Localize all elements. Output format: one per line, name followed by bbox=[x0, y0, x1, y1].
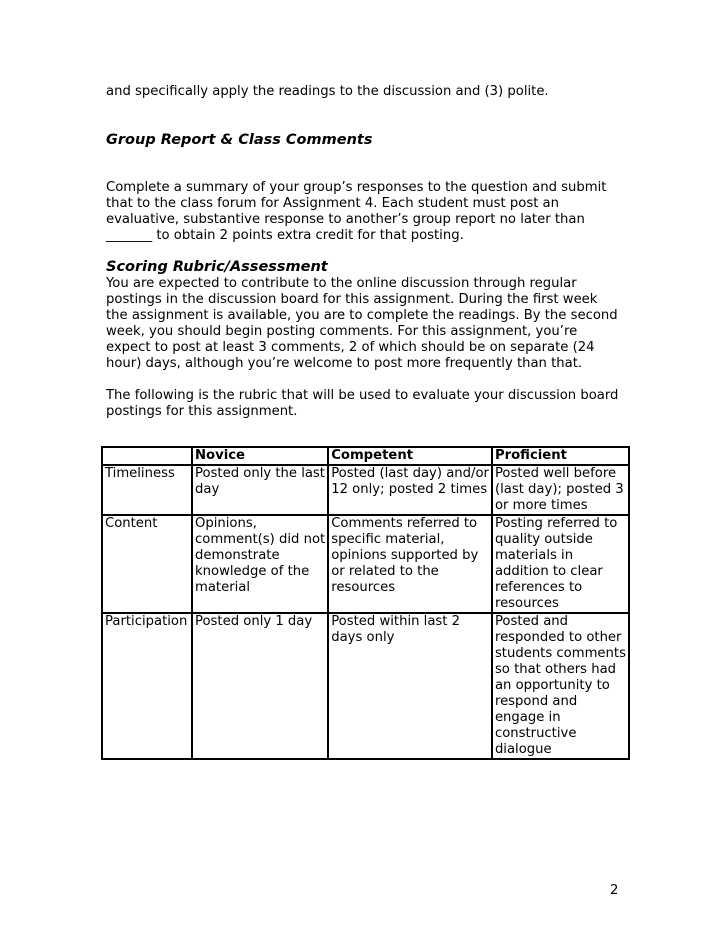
page-number: 2 bbox=[610, 883, 619, 898]
criterion-cell: Timeliness bbox=[101, 466, 191, 516]
cell-line: or related to the bbox=[331, 564, 439, 579]
proficient-cell bbox=[491, 466, 630, 516]
proficient-cell bbox=[491, 516, 630, 614]
text-line: that to the class forum for Assignment 4. Each student must post an bbox=[106, 196, 559, 211]
cell-line: material bbox=[195, 580, 251, 595]
novice-cell bbox=[191, 466, 327, 516]
cell-line: students comments bbox=[494, 646, 626, 661]
text-line: _______ to obtain 2 points extra credit for that posting. bbox=[106, 228, 464, 243]
text-line: The following is the rubric that will be used to evaluate your discussion board bbox=[106, 388, 619, 403]
cell-line: resources bbox=[494, 596, 559, 611]
cell-line: references to bbox=[494, 580, 583, 595]
paragraph-rubric-intro bbox=[106, 388, 636, 420]
text-line: expect to post at least 3 comments, 2 of which should be on separate (24 bbox=[106, 340, 595, 355]
text-line: week, you should begin posting comments. For this assignment, you’re bbox=[106, 324, 578, 339]
cell-line: days only bbox=[331, 630, 395, 645]
cell-line: opinions supported by bbox=[331, 548, 479, 563]
text-line: evaluative, substantive response to another’s group report no later than bbox=[106, 212, 585, 227]
header-cell-competent: Competent bbox=[327, 446, 491, 466]
paragraph-scoring-rubric bbox=[106, 276, 636, 372]
header-cell-empty bbox=[101, 446, 191, 466]
competent-cell bbox=[327, 516, 491, 614]
cell-line: materials in bbox=[494, 548, 574, 563]
header-cell-proficient: Proficient bbox=[491, 446, 630, 466]
text-line: You are expected to contribute to the online discussion through regular bbox=[106, 276, 577, 291]
cell-line: Posted (last day) and/or bbox=[331, 466, 489, 481]
heading-group-report: Group Report & Class Comments bbox=[106, 132, 373, 148]
cell-line: Posted within last 2 bbox=[331, 614, 461, 629]
cell-line: (last day); posted 3 bbox=[494, 482, 624, 497]
cell-line: 12 only; posted 2 times bbox=[331, 482, 488, 497]
text-line: postings for this assignment. bbox=[106, 404, 298, 419]
cell-line: demonstrate bbox=[195, 548, 280, 563]
rubric-row-participation bbox=[101, 614, 630, 760]
proficient-cell bbox=[491, 614, 630, 760]
novice-cell bbox=[191, 614, 327, 760]
rubric-row-timeliness bbox=[101, 466, 630, 516]
competent-cell bbox=[327, 466, 491, 516]
intro-line: and specifically apply the readings to the discussion and (3) polite. bbox=[106, 84, 549, 99]
cell-line: comment(s) did not bbox=[195, 532, 326, 547]
cell-line: knowledge of the bbox=[195, 564, 310, 579]
cell-line: respond and bbox=[494, 694, 578, 709]
text-line: the assignment is available, you are to complete the readings. By the second bbox=[106, 308, 618, 323]
rubric-header-row bbox=[101, 446, 630, 466]
heading-scoring-rubric: Scoring Rubric/Assessment bbox=[106, 259, 328, 275]
cell-line: so that others had bbox=[494, 662, 617, 677]
text-line: postings in the discussion board for this assignment. During the first week bbox=[106, 292, 598, 307]
cell-line: an opportunity to bbox=[494, 678, 610, 693]
text-line: hour) days, although you’re welcome to post more frequently than that. bbox=[106, 356, 583, 371]
cell-line: Posted well before bbox=[494, 466, 617, 481]
cell-line: or more times bbox=[494, 498, 588, 513]
rubric-row-content bbox=[101, 516, 630, 614]
document-body bbox=[106, 84, 636, 420]
cell-line: Posted only the last bbox=[195, 466, 325, 481]
cell-line: quality outside bbox=[494, 532, 593, 547]
cell-line: Posting referred to bbox=[494, 516, 618, 531]
rubric-table bbox=[101, 446, 630, 760]
cell-line: Posted and bbox=[494, 614, 569, 629]
cell-line: responded to other bbox=[494, 630, 622, 645]
competent-cell bbox=[327, 614, 491, 760]
header-cell-novice: Novice bbox=[191, 446, 327, 466]
criterion-cell: Participation bbox=[101, 614, 191, 760]
cell-line: specific material, bbox=[331, 532, 445, 547]
cell-line: addition to clear bbox=[494, 564, 603, 579]
cell-line: Opinions, bbox=[195, 516, 257, 531]
novice-cell bbox=[191, 516, 327, 614]
text-line: Complete a summary of your group’s responses to the question and submit bbox=[106, 180, 607, 195]
cell-line: Posted only 1 day bbox=[195, 614, 313, 629]
paragraph-group-report bbox=[106, 180, 636, 244]
cell-line: Comments referred to bbox=[331, 516, 478, 531]
cell-line: day bbox=[195, 482, 220, 497]
cell-line: resources bbox=[331, 580, 396, 595]
cell-line: dialogue bbox=[494, 742, 552, 757]
criterion-cell: Content bbox=[101, 516, 191, 614]
cell-line: constructive bbox=[494, 726, 577, 741]
cell-line: engage in bbox=[494, 710, 561, 725]
